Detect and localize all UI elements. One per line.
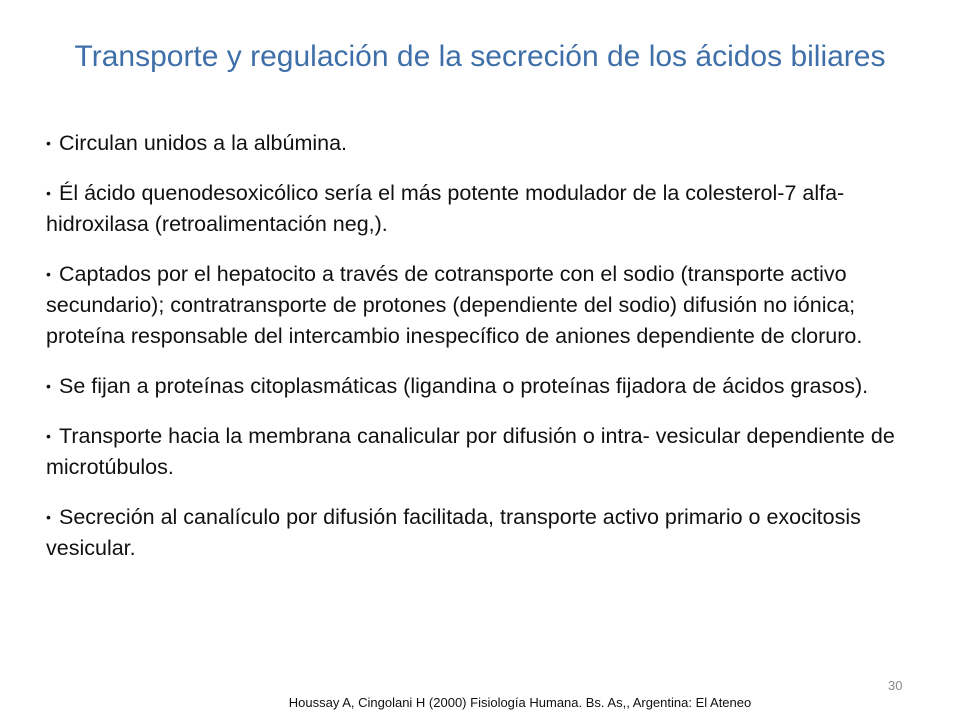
bullet-list [46,128,926,583]
bullet-text: Secreción al canalículo por difusión facilitada, transporte activo primario o exocitosis vesicular. [46,505,861,560]
bullet-text: Transporte hacia la membrana canalicular por difusión o intra- vesicular dependiente de microtúbulos. [46,424,895,479]
bullet-item [46,421,926,483]
bullet-dot-icon: • [46,428,51,444]
citation: Houssay A, Cingolani H (2000) Fisiología Humana. Bs. As,, Argentina: El Ateneo [288,695,752,710]
bullet-item [46,178,926,240]
bullet-item [46,371,926,402]
bullet-dot-icon: • [46,185,51,201]
bullet-text: Captados por el hepatocito a través de cotransporte con el sodio (transporte activo secundario); contratransporte de protones (dependiente del sodio) difusión no iónica; proteína responsable del intercambio inespecífico de aniones dependiente de cloruro. [46,262,863,348]
bullet-text: Él ácido quenodesoxicólico sería el más potente modulador de la colesterol-7 alfa-hidroxilasa (retroalimentación neg,). [46,181,845,236]
bullet-text: Circulan unidos a la albúmina. [59,131,348,155]
bullet-item [46,259,926,352]
bullet-dot-icon: • [46,378,51,394]
slide-title: Transporte y regulación de la secreción de los ácidos biliares [74,40,886,73]
page-number: 30 [888,678,903,693]
bullet-dot-icon: • [46,509,51,525]
bullet-dot-icon: • [46,135,51,151]
bullet-dot-icon: • [46,266,51,282]
bullet-text: Se fijan a proteínas citoplasmáticas (ligandina o proteínas fijadora de ácidos grasos). [59,374,869,398]
bullet-item [46,128,926,159]
bullet-item [46,502,926,564]
